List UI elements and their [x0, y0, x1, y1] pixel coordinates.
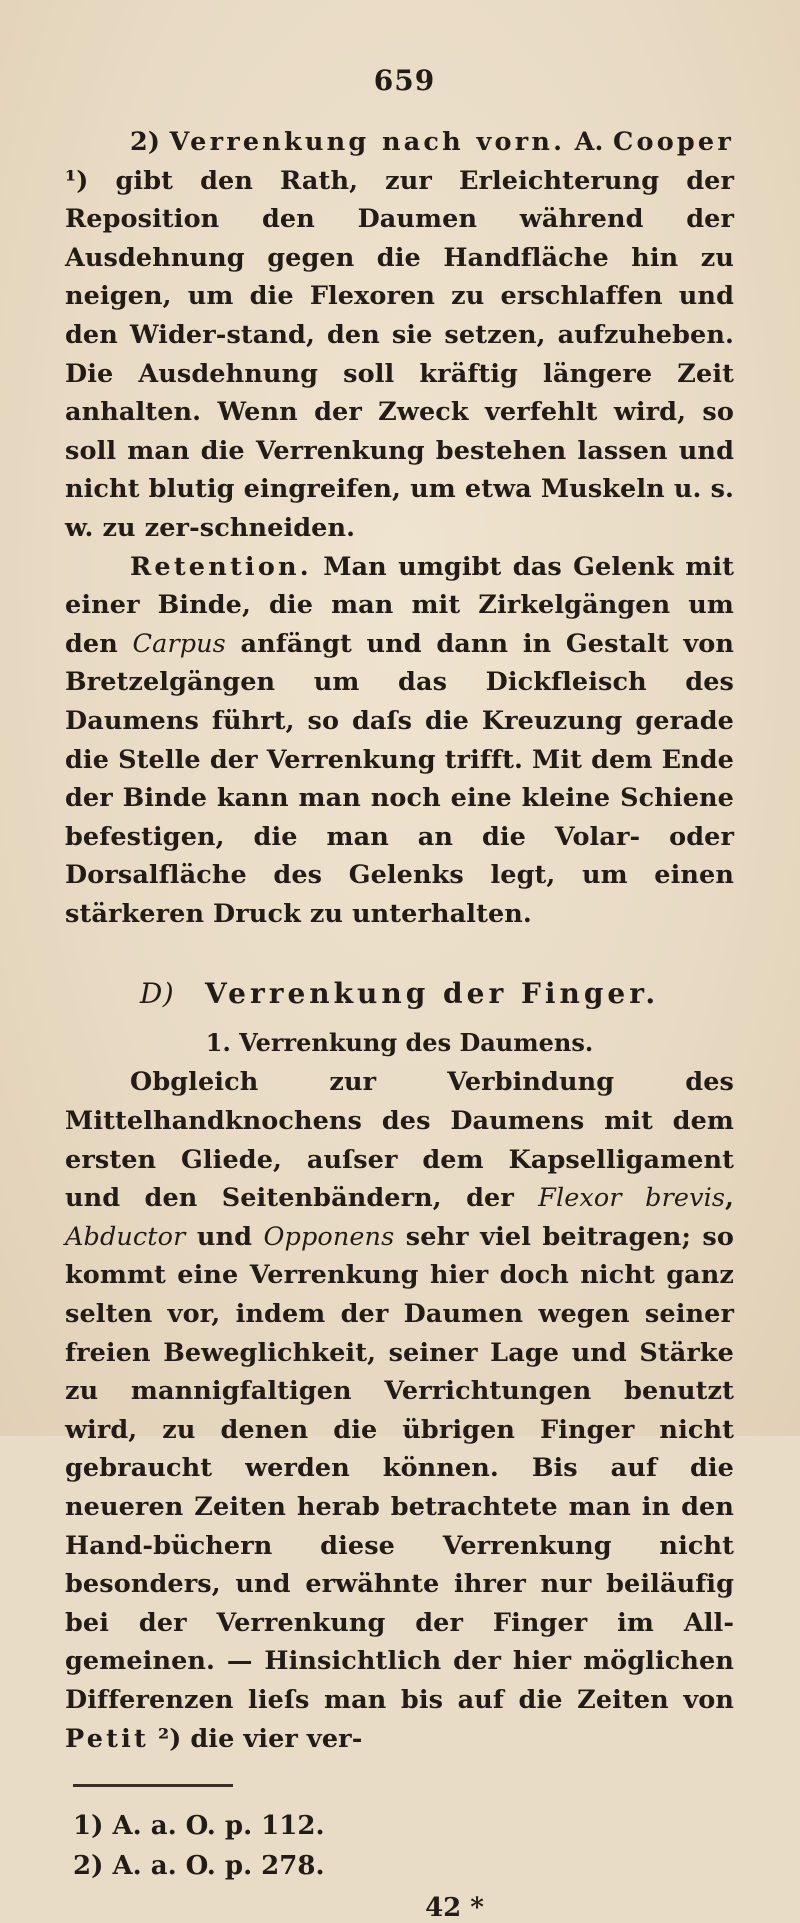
- footnote-rule: [73, 1784, 233, 1787]
- paragraph-dislocation-forward: [65, 123, 734, 548]
- latin-term: Abductor: [65, 1221, 186, 1252]
- section-letter: D): [139, 977, 175, 1011]
- paragraph-text: ¹) gibt den Rath, zur Erleichterung der Reposition den Daumen während der Ausdehnung gegen die Handfläche hin zu neigen, um die Flexoren zu erschlaffen und den Wider-stand, den sie setzen, aufzuheben. Die Ausdehnung soll kräftig längere Zeit anhalten. Wenn der Zweck verfehlt wird, so soll man die Verrenkung bestehen lassen und nicht blutig eingreifen, um etwa Muskeln u. s. w. zu zer-schneiden.: [65, 165, 734, 543]
- author-name: Cooper: [612, 127, 734, 157]
- paragraph-thumb: [65, 1063, 734, 1758]
- section-heading: [65, 977, 734, 1010]
- paragraph-title: Verrenkung nach vorn.: [169, 127, 566, 157]
- subsection-heading: 1. Verrenkung des Daumens.: [205, 1028, 594, 1058]
- latin-term: Opponens: [263, 1221, 395, 1252]
- page-number: 659: [373, 64, 436, 97]
- author-name: Petit: [65, 1723, 149, 1754]
- footnote-1: 1) A. a. O. p. 112.: [73, 1811, 325, 1842]
- section-title: Verrenkung der Finger.: [204, 977, 660, 1011]
- latin-term: Carpus: [132, 628, 226, 659]
- paragraph-text: Man umgibt das Gelenk mit einer Binde, die man mit Zirkelgängen um den: [65, 551, 734, 659]
- paragraph-title: Retention.: [130, 551, 312, 582]
- latin-term: Flexor brevis: [538, 1183, 726, 1214]
- separator: und: [185, 1221, 264, 1252]
- footnote-2: 2) A. a. O. p. 278.: [73, 1851, 325, 1882]
- paragraph-text: ²) die vier ver-: [148, 1723, 363, 1754]
- author-initial: A.: [565, 127, 613, 157]
- signature-mark: 42 *: [425, 1893, 484, 1923]
- paragraph-text: Obgleich zur Verbindung des Mittelhandknochens des Daumens mit dem ersten Gliede, auſser dem Kapselligament und den Seitenbändern, der: [65, 1067, 734, 1214]
- paragraph-text: anfängt und dann in Gestalt von Bretzelgängen um das Dickfleisch des Daumens führt, so daſs die Kreuzung gerade die Stelle der Verrenkung trifft. Mit dem Ende der Binde kann man noch eine kleine Schiene befestigen, die man an die Volar- oder Dorsalfläche des Gelenks legt, um einen stärkeren Druck zu unterhalten.: [65, 628, 734, 929]
- paragraph-retention: [65, 548, 734, 934]
- separator: ,: [725, 1183, 734, 1214]
- paragraph-text: sehr viel beitragen; so kommt eine Verrenkung hier doch nicht ganz selten vor, indem der Daumen wegen seiner freien Beweglichkeit, seiner Lage und Stärke zu mannigfaltigen Verrichtungen benutzt wird, zu denen die übrigen Finger nicht gebraucht werden können. Bis auf die neueren Zeiten herab betrachtete man in den Hand-büchern diese Verrenkung nicht besonders, und erwähnte ihrer nur beiläufig bei der Verrenkung der Finger im All-gemeinen. — Hinsichtlich der hier möglichen Differenzen lieſs man bis auf die Zeiten von: [65, 1221, 734, 1715]
- paragraph-number: 2): [130, 127, 170, 157]
